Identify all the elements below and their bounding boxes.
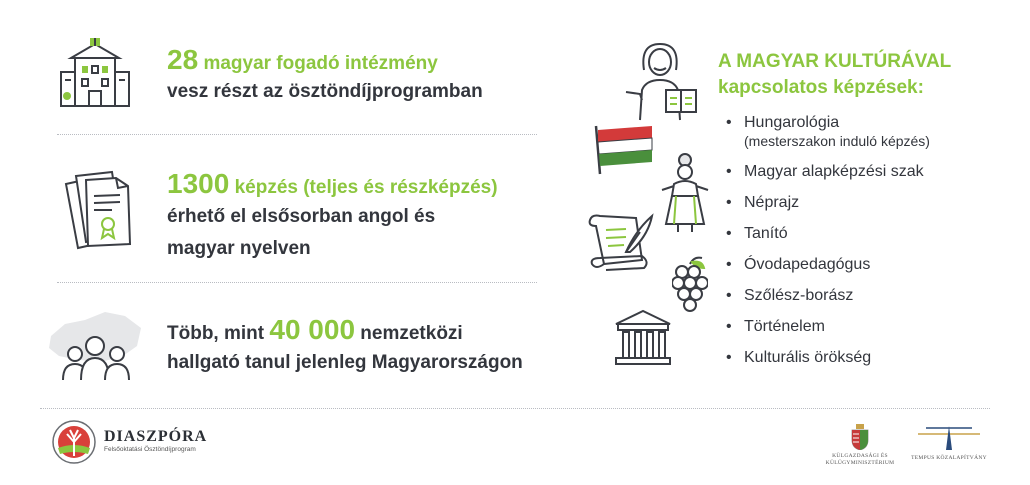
- ministry-logo-text: [820, 453, 900, 467]
- course-label: Tanító: [744, 225, 788, 242]
- divider: [57, 282, 537, 283]
- stat-courses-line3: magyar nyelven: [167, 238, 311, 259]
- course-list: [726, 107, 930, 373]
- stat-courses-number: 1300: [167, 168, 230, 199]
- ministry-line2: KÜLÜGYMINISZTÉRIUM: [825, 460, 895, 466]
- list-item: [726, 342, 930, 373]
- course-label: Néprajz: [744, 194, 800, 211]
- logo-title: DIASZPÓRA: [104, 428, 208, 445]
- stat-courses-line2: érhető el elsősorban angol és: [167, 206, 436, 227]
- stat-institutions: [167, 46, 483, 106]
- course-label: Kulturális örökség: [744, 349, 872, 366]
- list-item: [726, 311, 930, 342]
- stat-courses-label: képzés (teljes és részképzés): [234, 177, 498, 198]
- stat-students: [167, 316, 523, 377]
- course-label: Hungarológia: [744, 114, 840, 131]
- university-building-icon: [57, 36, 133, 108]
- diploma-documents-icon: [62, 170, 134, 250]
- list-item: [726, 107, 930, 150]
- list-item: [726, 218, 930, 249]
- list-item: [726, 187, 930, 218]
- stat-students-suffix: nemzetközi: [360, 323, 463, 344]
- culture-title-line2: kapcsolatos képzések:: [718, 77, 924, 98]
- hungarian-coat-of-arms-icon: [851, 424, 869, 450]
- course-label: Szőlész-borász: [744, 287, 854, 304]
- culture-title: [718, 50, 951, 100]
- ministry-line1: KÜLGAZDASÁGI ÉS: [832, 453, 888, 459]
- tempus-logo-icon: [916, 424, 982, 452]
- stat-courses: [167, 170, 498, 263]
- culture-title-line1: A MAGYAR KULTÚRÁVAL: [718, 51, 952, 72]
- tempus-text: TEMPUS KÖZALAPÍTVÁNY: [911, 455, 987, 461]
- divider: [57, 134, 537, 135]
- footer-divider: [40, 408, 990, 409]
- course-sublabel: (mesterszakon induló képzés): [744, 133, 930, 149]
- stat-students-prefix: Több, mint: [167, 323, 265, 344]
- tempus-logo-text: [905, 455, 993, 462]
- course-label: Történelem: [744, 318, 825, 335]
- diaszpora-logo-text: [104, 428, 207, 453]
- hungarian-flag-icon: [590, 124, 656, 176]
- stat-institutions-line2: vesz részt az ösztöndíjprogramban: [167, 81, 483, 102]
- students-map-icon: [45, 306, 145, 382]
- logo-subtitle: Felsőoktatási Ösztöndíjprogram: [104, 446, 196, 453]
- list-item: [726, 156, 930, 187]
- course-label: Magyar alapképzési szak: [744, 163, 924, 180]
- scroll-quill-icon: [586, 212, 656, 274]
- grapes-icon: [672, 254, 708, 314]
- stat-institutions-number: 28: [167, 44, 199, 75]
- diaszpora-logo-icon: [52, 420, 96, 464]
- folk-costume-doll-icon: [658, 150, 712, 234]
- course-label: Óvodapedagógus: [744, 256, 871, 273]
- teacher-reading-icon: [622, 40, 700, 122]
- stat-institutions-label: magyar fogadó intézmény: [203, 53, 438, 74]
- stat-students-number: 40 000: [269, 314, 356, 345]
- museum-icon: [612, 308, 674, 368]
- stat-students-line2: hallgató tanul jelenleg Magyarországon: [167, 352, 523, 373]
- list-item: [726, 249, 930, 280]
- list-item: [726, 280, 930, 311]
